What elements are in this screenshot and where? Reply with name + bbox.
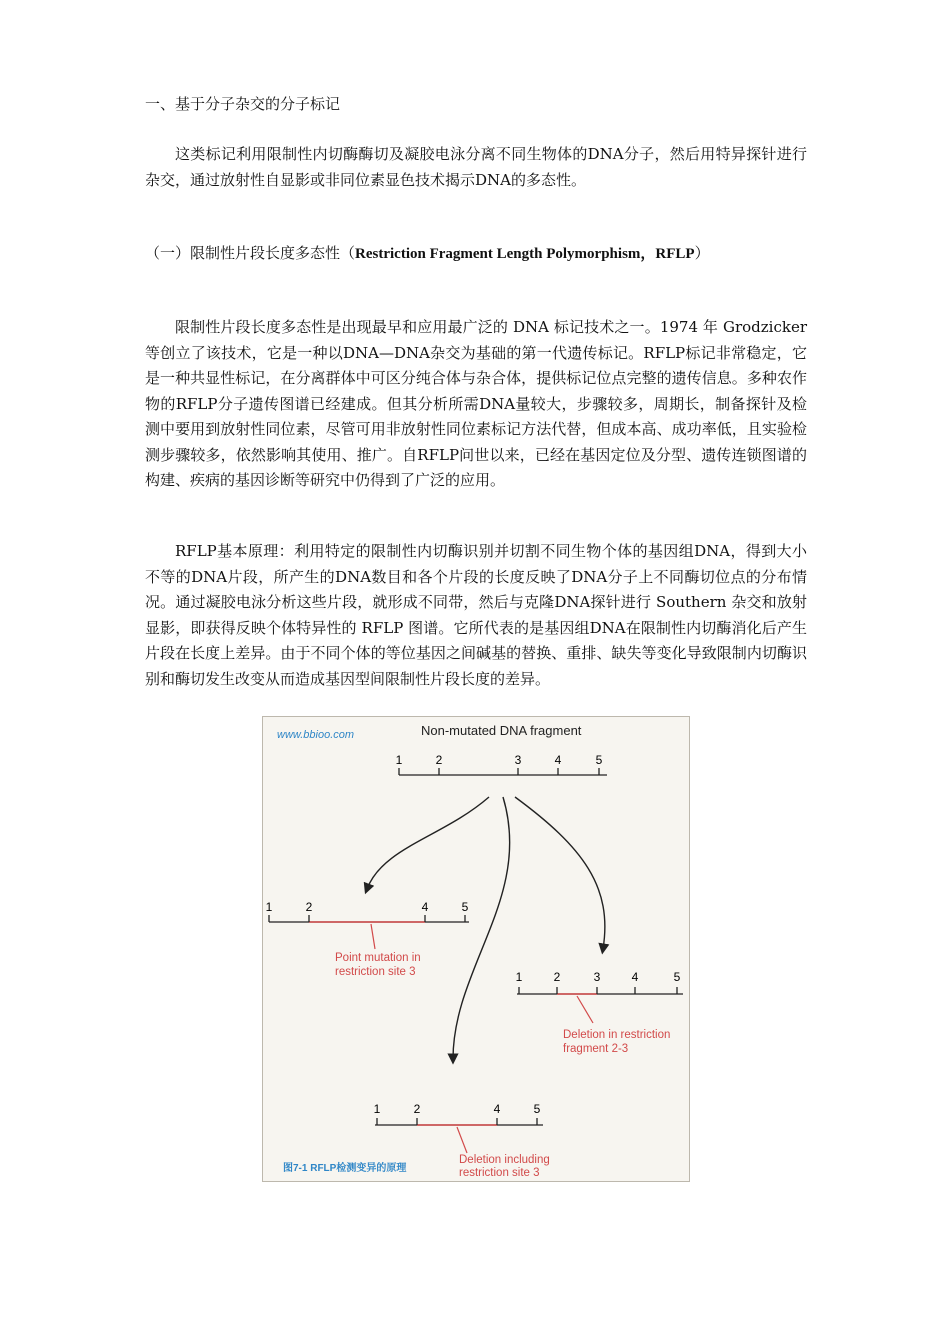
- figure-caption: 图7-1 RFLP检测变异的原理: [283, 1163, 407, 1174]
- bottom-site-label: 4: [493, 1102, 501, 1116]
- top-fragment: [396, 753, 607, 775]
- top-fragment-title: Non-mutated DNA fragment: [421, 723, 582, 738]
- top-site-label: 2: [435, 753, 443, 767]
- right-label-line1: Deletion in restriction: [563, 1029, 671, 1041]
- section-heading: 一、基于分子杂交的分子标记: [145, 95, 341, 113]
- rflp-diagram: [263, 717, 689, 1181]
- right-fragment: [516, 970, 683, 1055]
- bottom-site-label: 1: [373, 1102, 381, 1116]
- subsection-heading: [145, 241, 807, 268]
- bottom-label-line2: restriction site 3: [459, 1167, 540, 1179]
- top-site-label: 3: [514, 753, 522, 767]
- right-site-label: 1: [515, 970, 523, 984]
- intro-paragraph: 这类标记利用限制性内切酶酶切及凝胶电泳分离不同生物体的DNA分子，然后用特异探针进行杂交，通过放射性自显影或非同位素显色技术揭示DNA的多态性。: [145, 145, 807, 189]
- arrow-to-right-fragment: [515, 797, 605, 949]
- bottom-label-line1: Deletion including: [459, 1154, 550, 1166]
- left-fragment: [266, 900, 469, 978]
- bottom-site-label: 5: [533, 1102, 541, 1116]
- subsection-heading-suffix: ）: [694, 244, 710, 262]
- left-site-label: 5: [461, 900, 469, 914]
- arrow-to-left-fragment: [367, 797, 489, 889]
- right-site-label: 2: [553, 970, 561, 984]
- watermark-text: www.bbioo.com: [277, 729, 355, 741]
- right-label-line2: fragment 2-3: [563, 1043, 629, 1055]
- arrow-to-bottom-fragment: [453, 797, 510, 1059]
- rflp-principle-paragraph: RFLP基本原理：利用特定的限制性内切酶识别并切割不同生物个体的基因组DNA，得到大小不等的DNA片段，所产生的DNA数目和各个片段的长度反映了DNA分子上不同酶切位点的分布情况。通过凝胶电泳分析这些片段，就形成不同带，然后与克隆DNA探针进行 Southern 杂交和放射显影，即获得反映个体特异性的 RFLP 图谱。它所代表的是基因组DNA在限制性内切酶消化后产生片段在长度上差异。由于不同个体的等位基因之间碱基的替换、重排、缺失等变化导致限制内切酶识别和酶切发生改变从而造成基因型间限制性片段长度的差异。: [145, 542, 807, 688]
- subsection-heading-english: Restriction Fragment Length Polymorphism，RFLP: [355, 246, 695, 262]
- right-site-label: 5: [673, 970, 681, 984]
- left-label-line2: restriction site 3: [335, 966, 416, 978]
- right-site-label: 3: [593, 970, 601, 984]
- left-label-line1: Point mutation in: [335, 952, 421, 964]
- right-callout-line: [577, 996, 593, 1023]
- left-callout-line: [371, 924, 375, 949]
- bottom-site-label: 2: [413, 1102, 421, 1116]
- top-site-label: 1: [395, 753, 403, 767]
- bottom-callout-line: [457, 1127, 467, 1153]
- right-site-label: 4: [631, 970, 639, 984]
- top-site-label: 4: [554, 753, 562, 767]
- left-site-label: 4: [421, 900, 429, 914]
- top-site-label: 5: [595, 753, 603, 767]
- left-site-label: 2: [305, 900, 313, 914]
- rflp-diagram-figure: [262, 716, 690, 1182]
- subsection-heading-prefix: （一）限制性片段长度多态性（: [145, 244, 356, 262]
- rflp-description-paragraph: 限制性片段长度多态性是出现最早和应用最广泛的 DNA 标记技术之一。1974 年 Grodzicker等创立了该技术，它是一种以DNA—DNA杂交为基础的第一代遗传标记。RFLP标记非常稳定，它是一种共显性标记，在分离群体中可区分纯合体与杂合体，提供标记位点完整的遗传信息。多种农作物的RFLP分子遗传图谱已经建成。但其分析所需DNA量较大，步骤较多，周期长，制备探针及检测中要用到放射性同位素，尽管可用非放射性同位素标记方法代替，但成本高、成功率低，且实验检测步骤较多，依然影响其使用、推广。自RFLP问世以来，已经在基因定位及分型、遗传连锁图谱的构建、疾病的基因诊断等研究中仍得到了广泛的应用。: [145, 318, 807, 489]
- left-site-label: 1: [265, 900, 273, 914]
